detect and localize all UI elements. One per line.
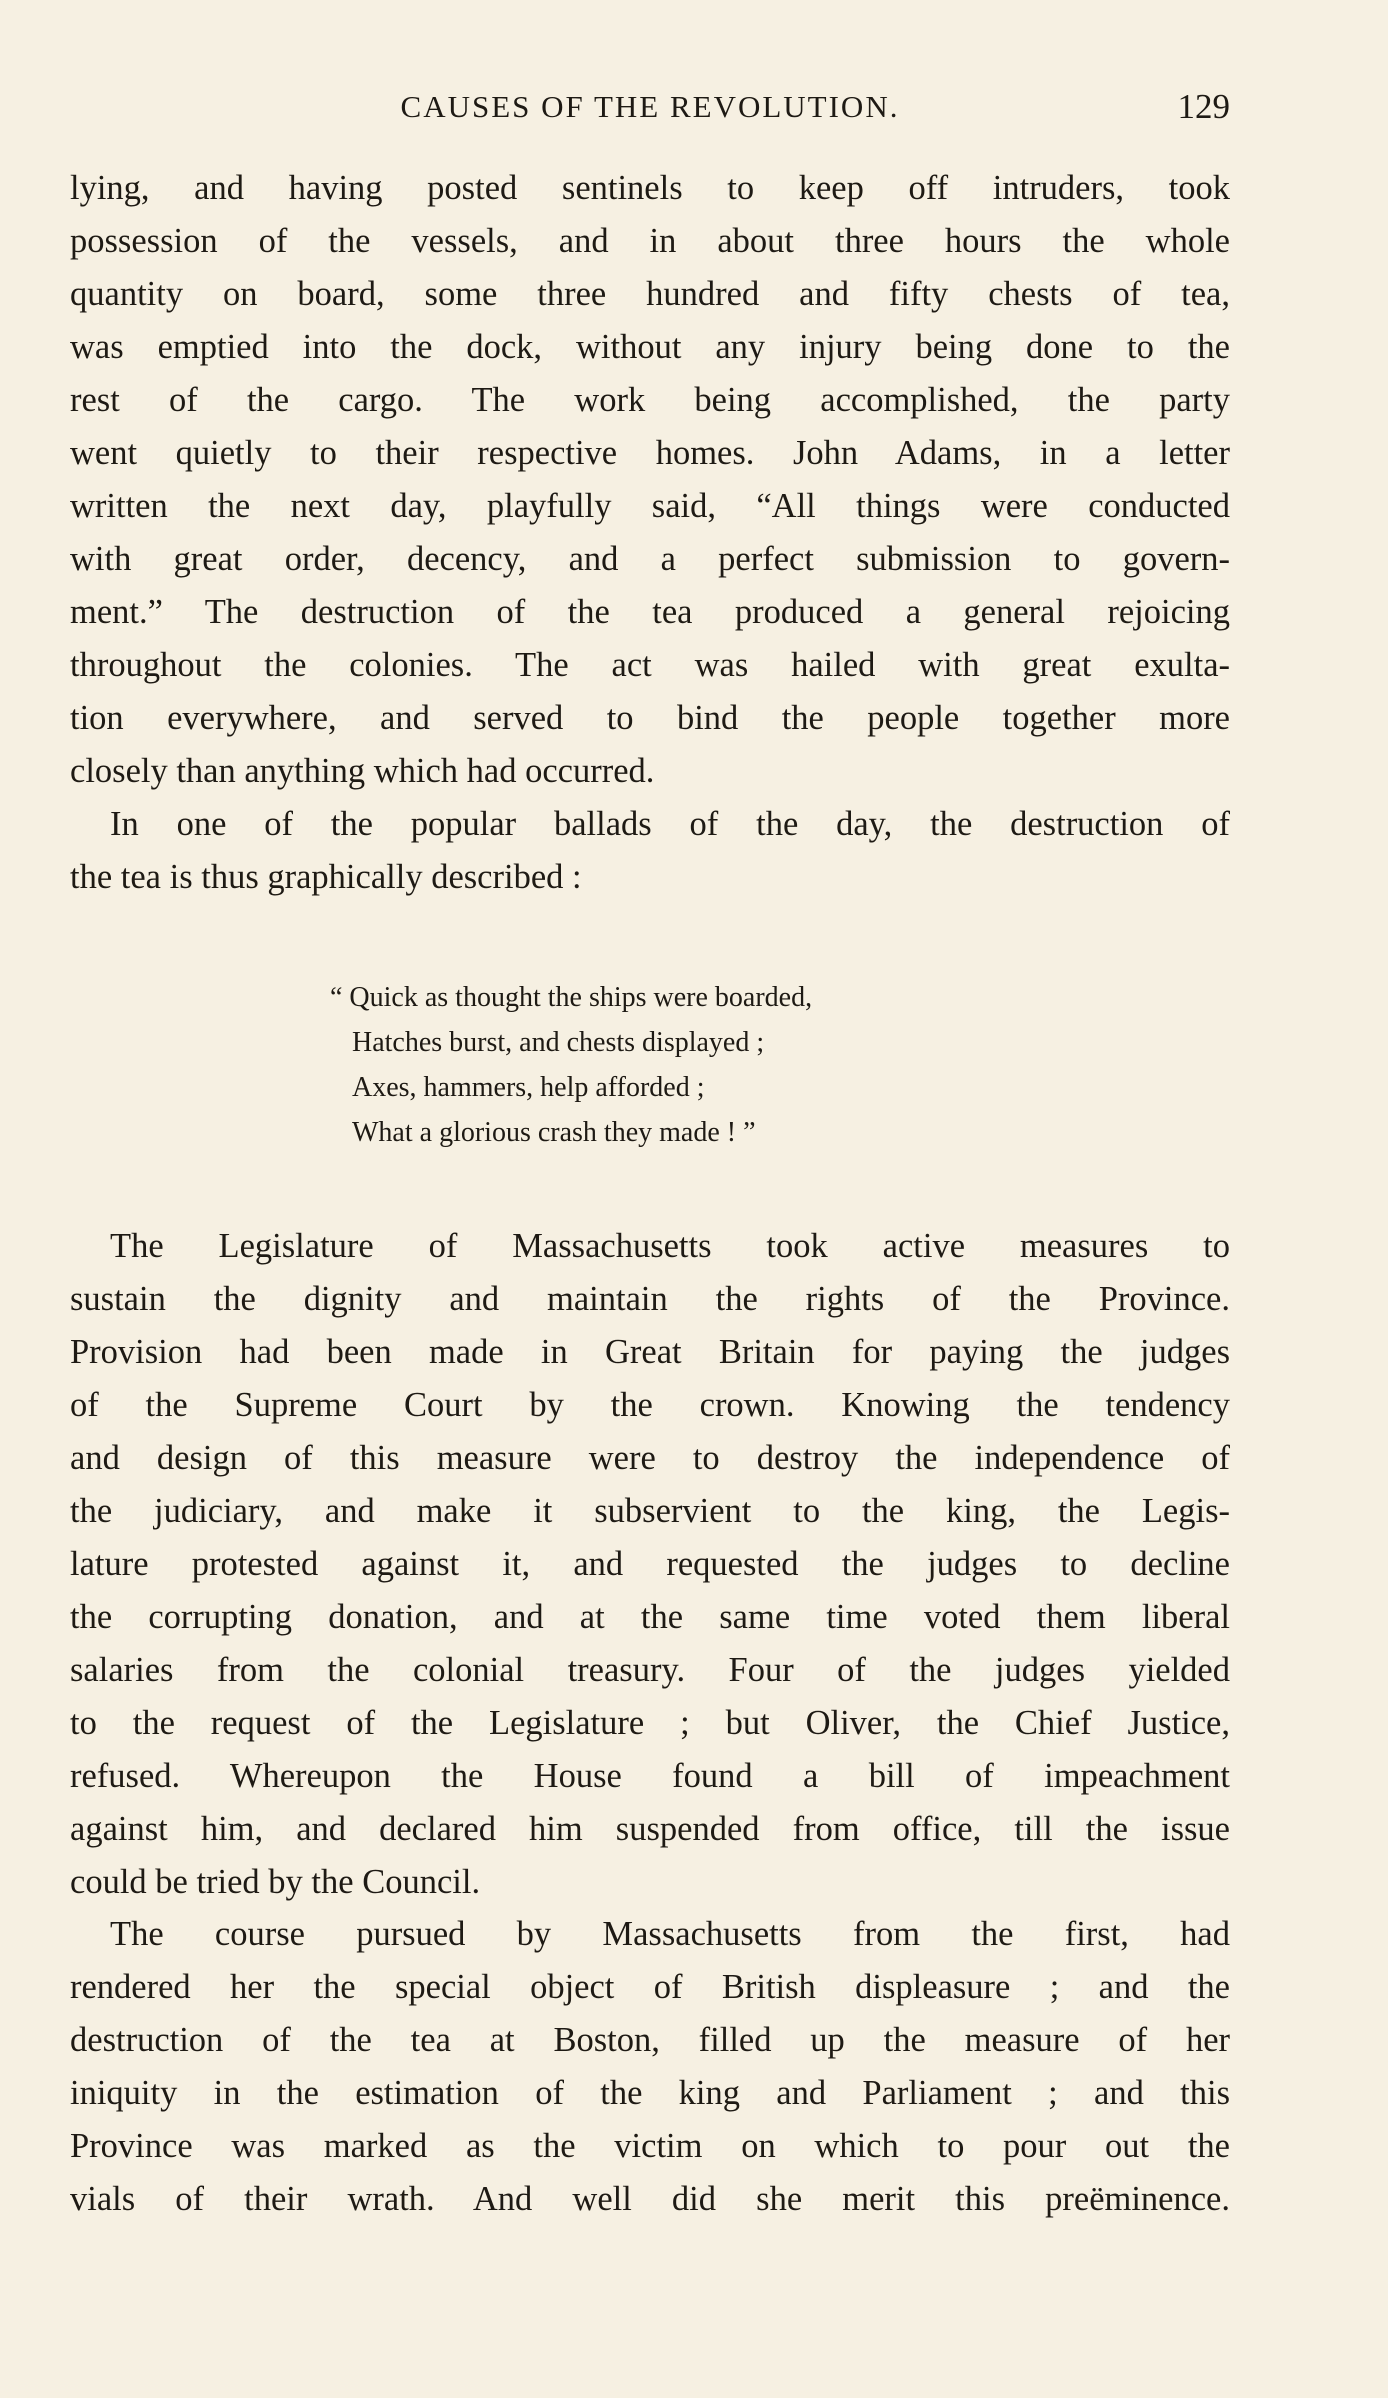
paragraph-tea-party bbox=[70, 162, 1230, 798]
verse-line: What a glorious crash they made ! ” bbox=[352, 1117, 756, 1148]
verse-line: Axes, hammers, help afforded ; bbox=[352, 1072, 705, 1103]
text-line: written the next day, playfully said, “All things were conducted bbox=[70, 487, 1230, 525]
text-line: destruction of the tea at Boston, filled up the measure of her bbox=[70, 2021, 1230, 2059]
text-line: rendered her the special object of British displeasure ; and the bbox=[70, 1968, 1230, 2006]
page-number: 129 bbox=[1177, 87, 1230, 126]
text-line: ment.” The destruction of the tea produced a general rejoicing bbox=[70, 593, 1230, 631]
text-line: could be tried by the Council. bbox=[70, 1863, 481, 1901]
text-line: of the Supreme Court by the crown. Knowing the tendency bbox=[70, 1386, 1230, 1424]
text-line: with great order, decency, and a perfect submission to govern- bbox=[70, 540, 1230, 578]
text-line: was emptied into the dock, without any injury being done to the bbox=[70, 328, 1230, 366]
text-line: In one of the popular ballads of the day, the destruction of bbox=[110, 805, 1230, 843]
text-line: refused. Whereupon the House found a bill of impeachment bbox=[70, 1757, 1230, 1795]
book-page bbox=[70, 0, 1230, 2398]
text-line: tion everywhere, and served to bind the people together more bbox=[70, 699, 1230, 737]
running-head bbox=[70, 82, 1230, 132]
text-line: and design of this measure were to destroy the independence of bbox=[70, 1439, 1230, 1477]
running-title: CAUSES OF THE REVOLUTION. bbox=[400, 89, 900, 124]
text-line: the judiciary, and make it subservient to the king, the Legis- bbox=[70, 1492, 1230, 1530]
paragraph-legislature bbox=[70, 1220, 1230, 1909]
paragraph-ballad-intro bbox=[70, 798, 1230, 904]
text-line: The Legislature of Massachusetts took active measures to bbox=[110, 1227, 1230, 1265]
paragraph-massachusetts bbox=[70, 1908, 1230, 2226]
text-line: lying, and having posted sentinels to keep off intruders, took bbox=[70, 169, 1230, 207]
text-line: went quietly to their respective homes. John Adams, in a letter bbox=[70, 434, 1230, 472]
text-line: Province was marked as the victim on which to pour out the bbox=[70, 2127, 1230, 2165]
text-line: closely than anything which had occurred. bbox=[70, 752, 655, 790]
text-line: salaries from the colonial treasury. Four of the judges yielded bbox=[70, 1651, 1230, 1689]
text-line: The course pursued by Massachusetts from the first, had bbox=[110, 1915, 1230, 1953]
text-line: possession of the vessels, and in about three hours the whole bbox=[70, 222, 1230, 260]
text-line: throughout the colonies. The act was hailed with great exulta- bbox=[70, 646, 1230, 684]
text-line: Provision had been made in Great Britain for paying the judges bbox=[70, 1333, 1230, 1371]
text-line: against him, and declared him suspended from office, till the issue bbox=[70, 1810, 1230, 1848]
text-line: vials of their wrath. And well did she merit this preëminence. bbox=[70, 2180, 1230, 2218]
text-line: rest of the cargo. The work being accomplished, the party bbox=[70, 381, 1230, 419]
text-line: sustain the dignity and maintain the rights of the Province. bbox=[70, 1280, 1230, 1318]
ballad-verse bbox=[330, 975, 1030, 1155]
text-line: quantity on board, some three hundred and fifty chests of tea, bbox=[70, 275, 1230, 313]
text-line: to the request of the Legislature ; but Oliver, the Chief Justice, bbox=[70, 1704, 1230, 1742]
text-line: iniquity in the estimation of the king and Parliament ; and this bbox=[70, 2074, 1230, 2112]
text-line: the tea is thus graphically described : bbox=[70, 858, 582, 896]
text-line: the corrupting donation, and at the same time voted them liberal bbox=[70, 1598, 1230, 1636]
text-line: lature protested against it, and requested the judges to decline bbox=[70, 1545, 1230, 1583]
verse-line: Hatches burst, and chests displayed ; bbox=[352, 1027, 765, 1058]
verse-line: “ Quick as thought the ships were boarded, bbox=[330, 982, 813, 1013]
